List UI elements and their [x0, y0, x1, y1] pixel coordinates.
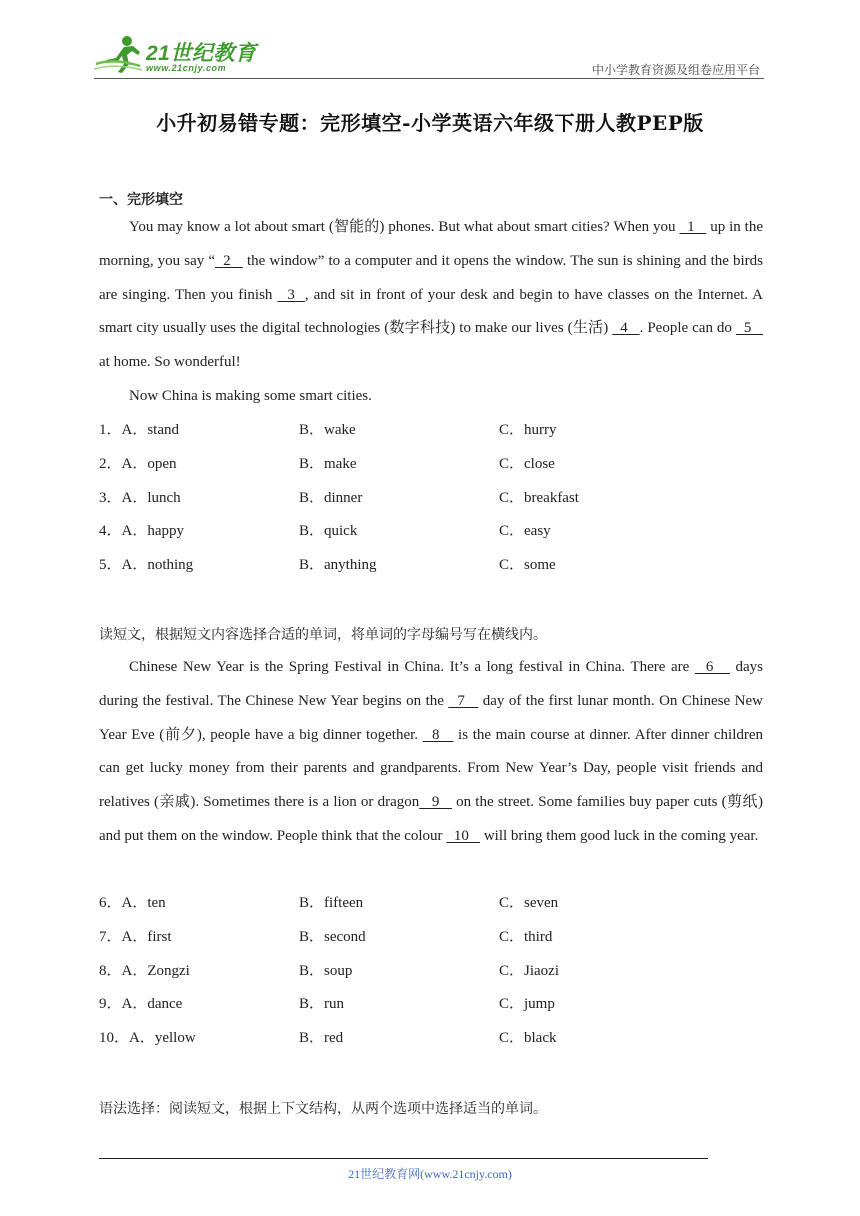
option-c[interactable]: C．seven: [499, 895, 559, 911]
answer-blank[interactable]: 7: [448, 692, 479, 709]
question-row: [99, 921, 763, 955]
question-row: [99, 482, 763, 516]
option-a[interactable]: 3．A．lunch: [99, 489, 181, 506]
option-b[interactable]: B．anything: [299, 557, 377, 574]
passage-1: [99, 211, 763, 380]
question-row: [99, 515, 763, 549]
option-c[interactable]: C．third: [499, 928, 553, 945]
footer-divider: [99, 1158, 708, 1159]
passage-text: You may know a lot about smart (智能的) phones. But what about smart cities? When you: [129, 219, 680, 235]
option-b[interactable]: B．fifteen: [299, 895, 364, 911]
options-list-1: [99, 414, 763, 583]
question-row: [99, 988, 763, 1022]
option-b[interactable]: B．soup: [299, 962, 353, 979]
closing-sentence: Now China is making some smart cities.: [129, 388, 372, 404]
option-c[interactable]: C．Jiaozi: [499, 962, 559, 979]
option-c[interactable]: C．some: [499, 557, 556, 574]
passage-text: , and sit in front of your desk and begin to have classes on the Internet. A smart city usually uses the digital technologies (数字科技) to make our lives (生活): [99, 286, 764, 337]
section-2-instruction: 读短文，根据短文内容选择合适的单词，将单词的字母编号写在横线内。: [99, 627, 547, 643]
option-a[interactable]: 1．A．stand: [99, 422, 179, 438]
option-c[interactable]: C．easy: [499, 523, 551, 540]
answer-blank[interactable]: 3: [277, 286, 305, 303]
answer-blank[interactable]: 10: [446, 827, 481, 844]
passage-2: [99, 651, 763, 854]
option-c[interactable]: C．close: [499, 455, 555, 472]
passage-text: days during the festival. The Chinese New Year begins on the: [99, 659, 763, 709]
option-b[interactable]: B．wake: [299, 422, 356, 438]
question-row: [99, 1022, 763, 1056]
passage-1-closing: [99, 380, 763, 414]
option-c[interactable]: C．breakfast: [499, 489, 579, 506]
option-b[interactable]: B．make: [299, 455, 357, 472]
option-b[interactable]: B．quick: [299, 523, 358, 540]
option-b[interactable]: B．red: [299, 1030, 344, 1047]
answer-blank[interactable]: 5: [735, 320, 764, 337]
platform-tagline: 中小学教育资源及组卷应用平台: [591, 63, 760, 77]
option-c[interactable]: C．jump: [499, 996, 555, 1013]
section-3-instruction: 语法选择：阅读短文，根据上下文结构，从两个选项中选择适当的单词。: [99, 1101, 547, 1117]
passage-text: the window” to a computer and it opens the window. The sun is shining and the birds are singing. Then you finish: [99, 252, 764, 303]
option-c[interactable]: C．hurry: [499, 422, 557, 438]
logo-text: 21世纪教育: [146, 42, 257, 65]
option-a[interactable]: 5．A．nothing: [99, 557, 194, 574]
section-heading: 一、完形填空: [99, 192, 183, 208]
option-a[interactable]: 4．A．happy: [99, 523, 184, 540]
passage-text: is the main course at dinner. After dinner children can get lucky money from their parents and grandparents. From New Year’s Day, people visit friends and relatives (亲戚). Sometimes there is a lion or dragon: [99, 726, 764, 811]
option-b[interactable]: B．run: [299, 996, 345, 1013]
logo-url: www.21cnjy.com: [146, 63, 227, 73]
option-a[interactable]: 6．A．ten: [99, 895, 166, 911]
option-a[interactable]: 9．A．dance: [99, 996, 183, 1013]
answer-blank[interactable]: 4: [612, 320, 640, 337]
header-divider: [94, 78, 764, 79]
question-row: [99, 448, 763, 482]
option-a[interactable]: 2．A．open: [99, 455, 177, 472]
option-b[interactable]: B．dinner: [299, 489, 363, 506]
runner-logo-icon: [94, 34, 144, 74]
answer-blank[interactable]: 8: [422, 726, 454, 743]
passage-text: at home. So wonderful!: [99, 354, 241, 371]
option-a[interactable]: 7．A．first: [99, 928, 172, 945]
answer-blank[interactable]: 6: [694, 659, 730, 675]
answer-blank[interactable]: 9: [419, 794, 452, 811]
answer-blank[interactable]: 2: [214, 252, 243, 269]
page-title: 小升初易错专题：完形填空-小学英语六年级下册人教PEP版: [156, 111, 704, 135]
question-row: [99, 414, 763, 448]
question-row: [99, 887, 763, 921]
option-b[interactable]: B．second: [299, 928, 366, 945]
site-logo[interactable]: [94, 30, 264, 78]
option-a[interactable]: 8．A．Zongzi: [99, 962, 190, 979]
passage-text: day of the first lunar month. On Chinese New Year Eve (前夕), people have a big dinner together.: [99, 692, 763, 743]
passage-text: . People can do: [639, 320, 736, 337]
option-a[interactable]: 10．A．yellow: [99, 1030, 196, 1047]
answer-blank[interactable]: 1: [679, 219, 707, 235]
footer-link[interactable]: 21世纪教育网(www.21cnjy.com): [348, 1167, 512, 1181]
option-c[interactable]: C．black: [499, 1030, 557, 1047]
question-row: [99, 955, 763, 989]
page-header: [94, 30, 764, 80]
passage-text: up in the morning, you say “: [99, 219, 763, 269]
passage-text: Chinese New Year is the Spring Festival in China. It’s a long festival in China. There are: [129, 659, 695, 675]
passage-text: on the street. Some families buy paper cuts (剪纸) and put them on the window. People think that the colour: [99, 794, 763, 844]
question-row: [99, 549, 763, 583]
options-list-2: [99, 887, 763, 1056]
passage-text: will bring them good luck in the coming year.: [480, 827, 759, 844]
